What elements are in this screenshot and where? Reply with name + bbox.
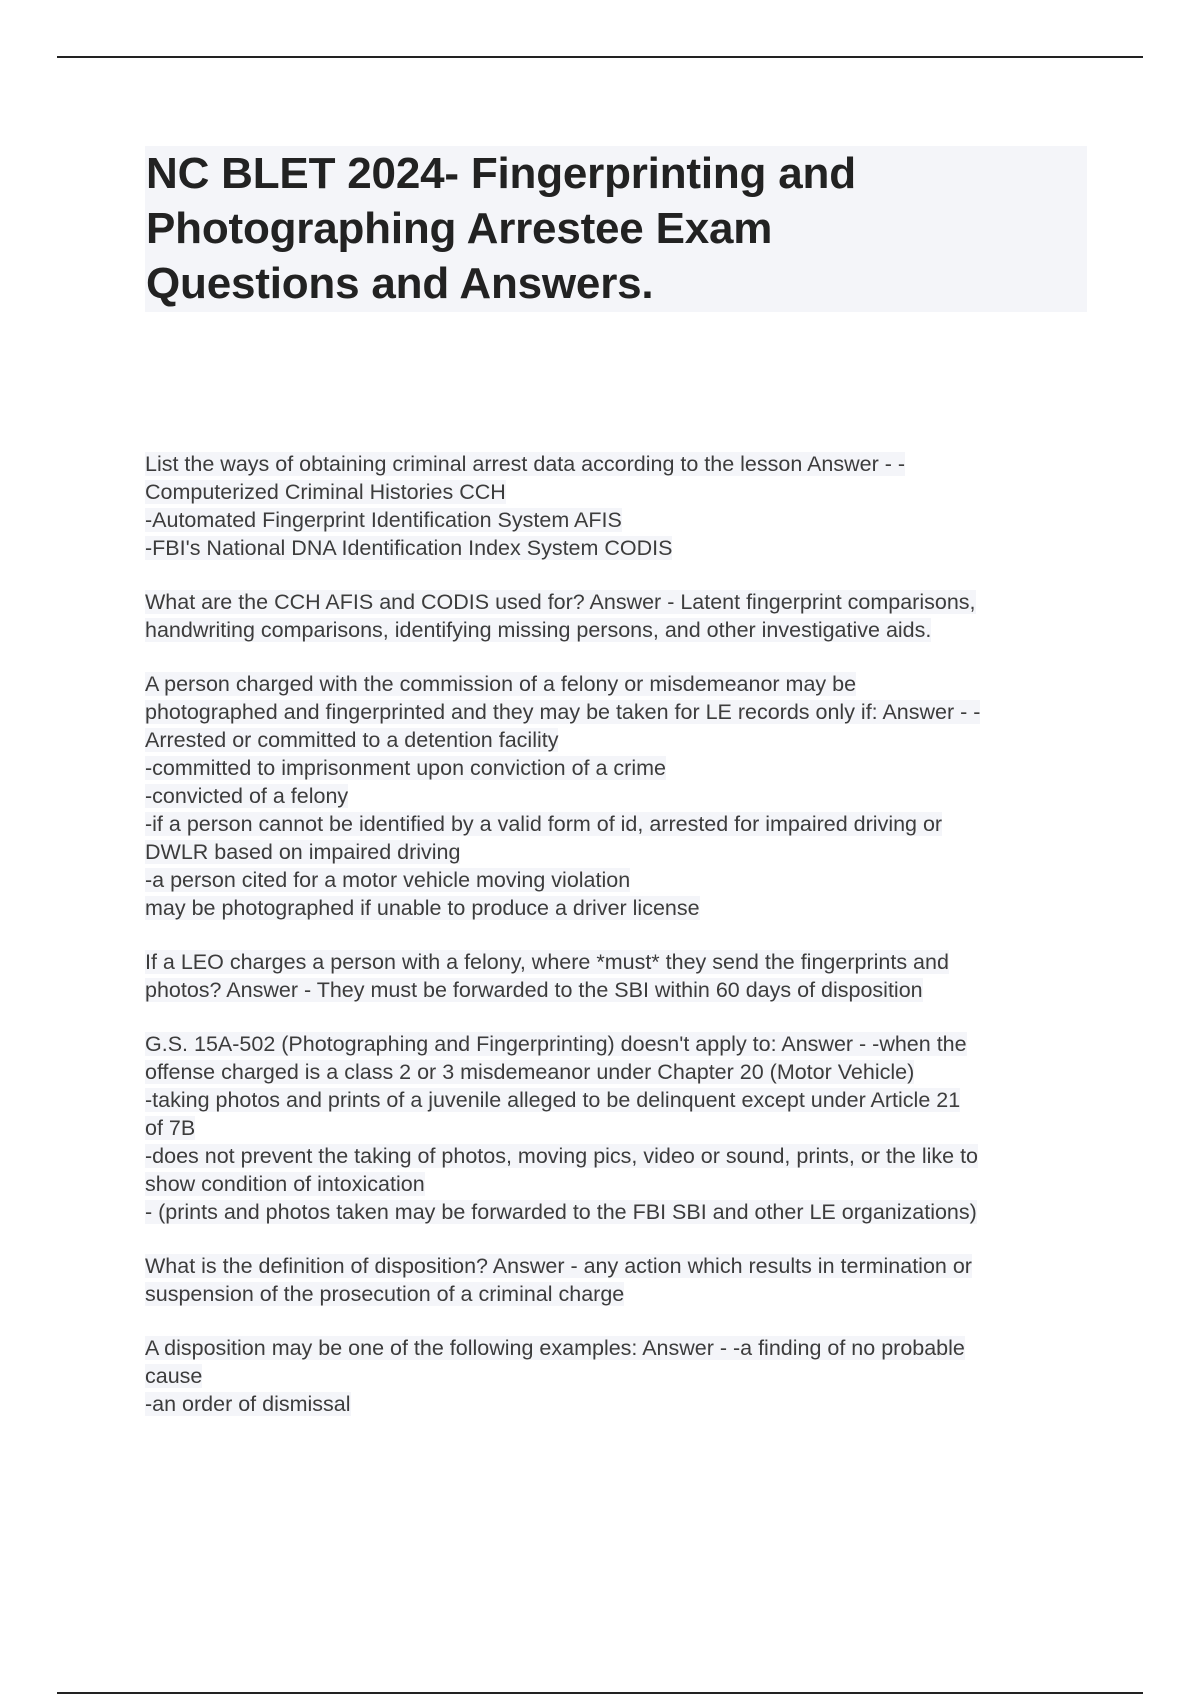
qa-text-line: If a LEO charges a person with a felony, where *must* they send the fingerprints and <box>145 950 949 974</box>
qa-item <box>145 670 1095 922</box>
qa-text-line: Computerized Criminal Histories CCH <box>145 480 506 504</box>
qa-text-line: -convicted of a felony <box>145 784 349 808</box>
title-line: Questions and Answers. <box>146 259 654 308</box>
bottom-rule <box>57 1692 1143 1694</box>
qa-item <box>145 588 1095 644</box>
page-title <box>146 146 1086 311</box>
qa-text-line: Arrested or committed to a detention facility <box>145 728 559 752</box>
qa-item <box>145 1252 1095 1308</box>
qa-text-line: G.S. 15A-502 (Photographing and Fingerprinting) doesn't apply to: Answer - -when the <box>145 1032 967 1056</box>
qa-text-line: A disposition may be one of the following examples: Answer - -a finding of no probable <box>145 1336 965 1360</box>
qa-text-line: photographed and fingerprinted and they may be taken for LE records only if: Answer - - <box>145 700 981 724</box>
qa-text-line: What is the definition of disposition? Answer - any action which results in termination or <box>145 1254 972 1278</box>
qa-item <box>145 948 1095 1004</box>
qa-text-line: show condition of intoxication <box>145 1172 425 1196</box>
title-line: NC BLET 2024- Fingerprinting and <box>146 149 856 198</box>
qa-text-line: -Automated Fingerprint Identification System AFIS <box>145 508 622 532</box>
qa-text-line: -taking photos and prints of a juvenile alleged to be delinquent except under Article 21 <box>145 1088 961 1112</box>
qa-text-line: suspension of the prosecution of a criminal charge <box>145 1282 625 1306</box>
qa-text-line: -a person cited for a motor vehicle moving violation <box>145 868 631 892</box>
qa-text-line: A person charged with the commission of a felony or misdemeanor may be <box>145 672 857 696</box>
qa-list <box>145 450 1095 1444</box>
qa-text-line: cause <box>145 1364 203 1388</box>
qa-text-line: -an order of dismissal <box>145 1392 351 1416</box>
qa-item <box>145 1030 1095 1226</box>
qa-text-line: handwriting comparisons, identifying missing persons, and other investigative aids. <box>145 618 932 642</box>
qa-text-line: photos? Answer - They must be forwarded to the SBI within 60 days of disposition <box>145 978 923 1002</box>
qa-item <box>145 1334 1095 1418</box>
qa-text-line: may be photographed if unable to produce a driver license <box>145 896 700 920</box>
qa-text-line: offense charged is a class 2 or 3 misdemeanor under Chapter 20 (Motor Vehicle) <box>145 1060 915 1084</box>
qa-text-line: What are the CCH AFIS and CODIS used for? Answer - Latent fingerprint comparisons, <box>145 590 976 614</box>
top-rule <box>57 56 1143 58</box>
qa-text-line: -does not prevent the taking of photos, moving pics, video or sound, prints, or the like to <box>145 1144 978 1168</box>
qa-text-line: -if a person cannot be identified by a valid form of id, arrested for impaired driving or <box>145 812 943 836</box>
qa-text-line: of 7B <box>145 1116 196 1140</box>
qa-item <box>145 450 1095 562</box>
title-line: Photographing Arrestee Exam <box>146 204 773 253</box>
qa-text-line: -FBI's National DNA Identification Index System CODIS <box>145 536 673 560</box>
qa-text-line: - (prints and photos taken may be forwarded to the FBI SBI and other LE organizations) <box>145 1200 977 1224</box>
qa-text-line: List the ways of obtaining criminal arrest data according to the lesson Answer - - <box>145 452 906 476</box>
qa-text-line: -committed to imprisonment upon conviction of a crime <box>145 756 666 780</box>
qa-text-line: DWLR based on impaired driving <box>145 840 461 864</box>
